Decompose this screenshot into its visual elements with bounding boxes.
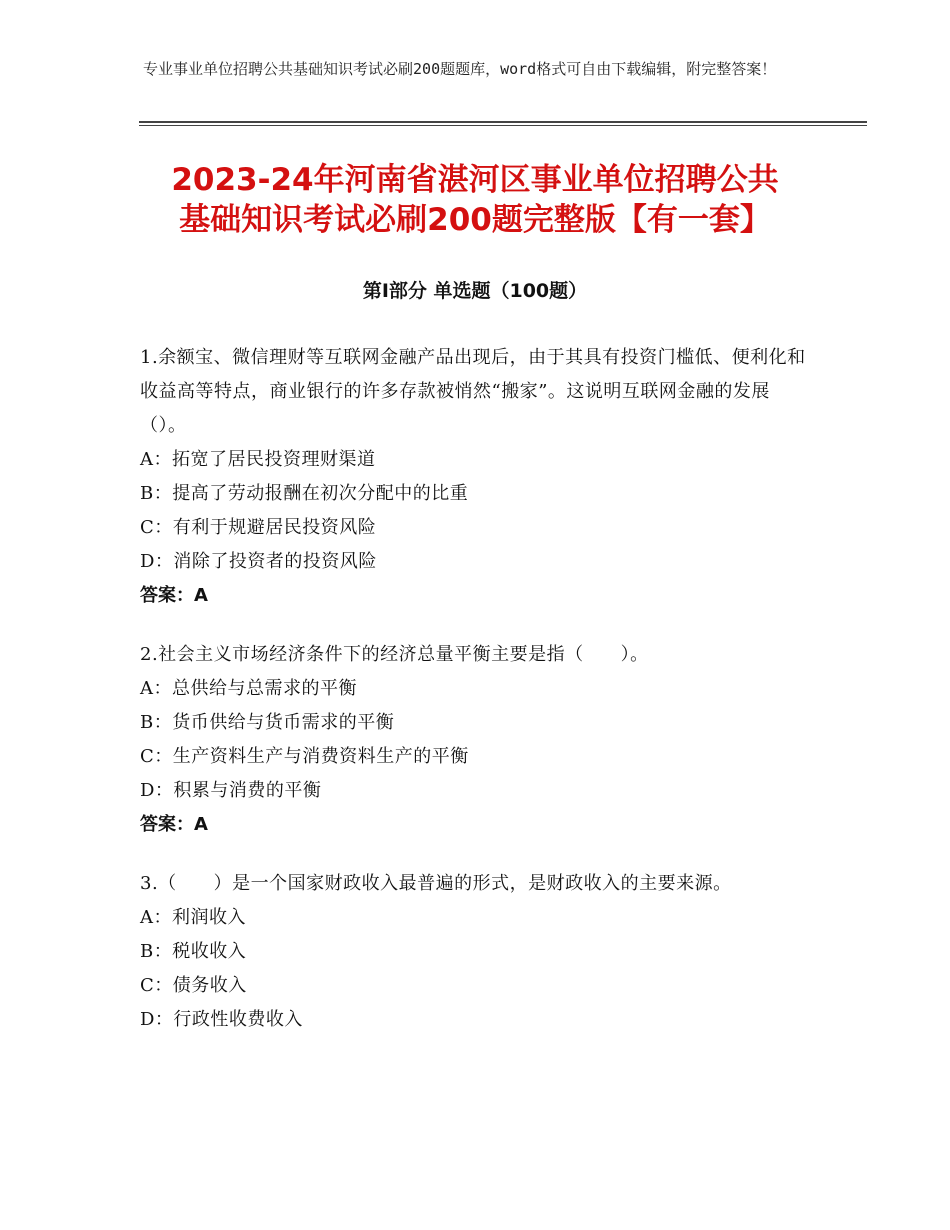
section-title: 第Ⅰ部分 单选题（100题）: [362, 280, 588, 302]
document-title-line1: 2023-24年河南省湛河区事业单位招聘公共: [171, 162, 779, 198]
question-option: D：积累与消费的平衡: [140, 780, 322, 801]
question-answer: 答案：A: [140, 585, 208, 606]
question-option: C：有利于规避居民投资风险: [140, 517, 377, 538]
question-option: C：生产资料生产与消费资料生产的平衡: [140, 746, 469, 767]
question-stem: 2.社会主义市场经济条件下的经济总量平衡主要是指（ ）。: [140, 644, 649, 665]
header-rule-thick: [139, 121, 867, 123]
question-option: B：提高了劳动报酬在初次分配中的比重: [140, 483, 469, 504]
question-option: A：利润收入: [140, 907, 246, 928]
question-option: B：货币供给与货币需求的平衡: [140, 712, 395, 733]
question-answer: 答案：A: [140, 814, 208, 835]
question-stem: 1.余额宝、微信理财等互联网金融产品出现后，由于其具有投资门槛低、便利化和收益高等特点，商业银行的许多存款被悄然“搬家”。这说明互联网金融的发展（）。: [140, 347, 806, 436]
question-option: A：总供给与总需求的平衡: [140, 678, 357, 699]
question-item: [140, 867, 810, 1037]
header-note: 专业事业单位招聘公共基础知识考试必刷200题题库，word格式可自由下载编辑，附完整答案！: [143, 60, 777, 78]
question-option: B：税收收入: [140, 941, 247, 962]
header-rule-thin: [139, 125, 867, 126]
question-option: A：拓宽了居民投资理财渠道: [140, 449, 376, 470]
question-option: D：行政性收费收入: [140, 1009, 303, 1030]
question-stem: 3.（ ）是一个国家财政收入最普遍的形式，是财政收入的主要来源。: [140, 873, 732, 894]
question-item: [140, 638, 810, 842]
document-title: [100, 160, 850, 240]
question-option: C：债务收入: [140, 975, 247, 996]
question-item: [140, 341, 810, 613]
document-title-line2: 基础知识考试必刷200题完整版【有一套】: [179, 202, 771, 238]
question-list: [140, 341, 810, 1062]
question-option: D：消除了投资者的投资风险: [140, 551, 377, 572]
